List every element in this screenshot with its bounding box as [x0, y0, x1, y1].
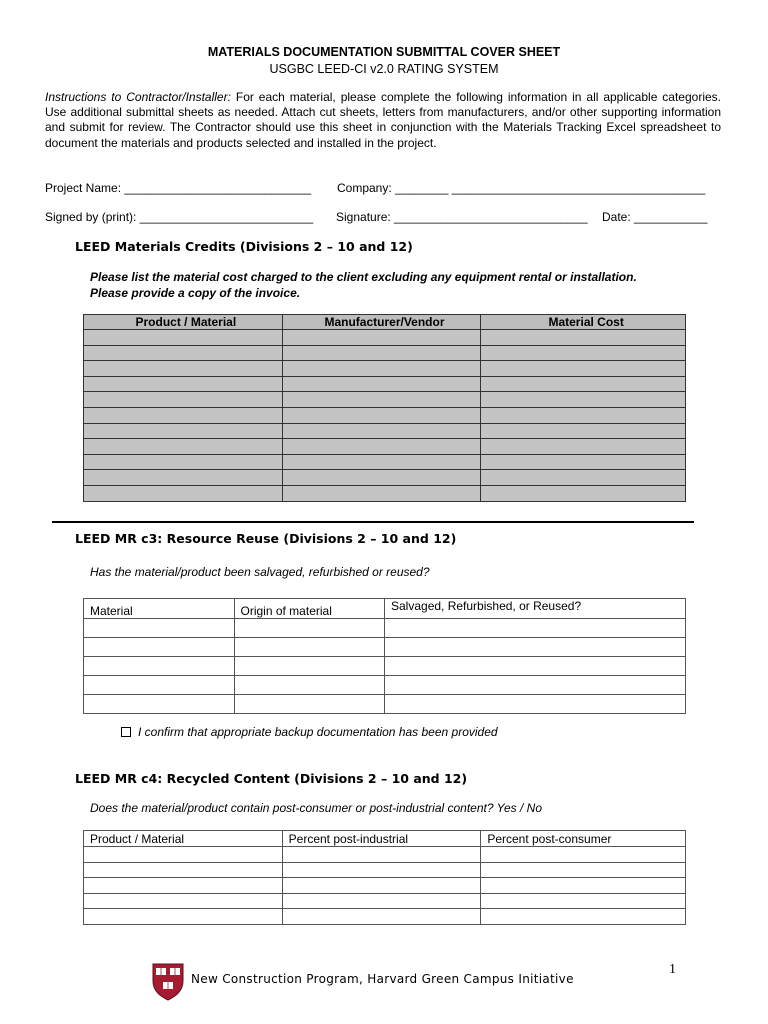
section-divider: [52, 521, 694, 523]
section3-heading: LEED MR c4: Recycled Content (Divisions 2 – 10 and 12): [75, 771, 468, 786]
table-row: [84, 619, 686, 638]
table-cell[interactable]: [84, 470, 283, 486]
recycled-content-table: [83, 830, 686, 925]
table-cell[interactable]: [84, 878, 283, 894]
column-header: Salvaged, Refurbished, or Reused?: [385, 599, 686, 619]
table-cell[interactable]: [234, 676, 385, 695]
column-header: Percent post-consumer: [481, 831, 686, 847]
table-cell[interactable]: [481, 470, 686, 486]
table-cell[interactable]: [385, 657, 686, 676]
table-header-row: [84, 831, 686, 847]
document-subtitle: USGBC LEED-CI v2.0 RATING SYSTEM: [269, 62, 499, 76]
table-cell[interactable]: [84, 361, 283, 377]
table-cell[interactable]: [282, 345, 481, 361]
table-cell[interactable]: [84, 893, 283, 909]
section3-question: Does the material/product contain post-consumer or post-industrial content? Yes / No: [90, 801, 543, 815]
table-cell[interactable]: [84, 407, 283, 423]
table-cell[interactable]: [282, 909, 481, 925]
table-cell[interactable]: [282, 392, 481, 408]
table-cell[interactable]: [481, 485, 686, 501]
instructions-lead: Instructions to Contractor/Installer:: [45, 90, 231, 104]
table-cell[interactable]: [481, 847, 686, 863]
column-header: Manufacturer/Vendor: [282, 315, 481, 330]
table-row: [84, 657, 686, 676]
table-row: [84, 847, 686, 863]
section2-heading: LEED MR c3: Resource Reuse (Divisions 2 – 10 and 12): [75, 531, 457, 546]
table-cell[interactable]: [84, 330, 283, 346]
table-cell[interactable]: [385, 638, 686, 657]
table-cell[interactable]: [234, 695, 385, 714]
table-cell[interactable]: [481, 361, 686, 377]
table-cell[interactable]: [481, 439, 686, 455]
table-cell[interactable]: [84, 423, 283, 439]
table-cell[interactable]: [481, 878, 686, 894]
table-cell[interactable]: [481, 407, 686, 423]
table-cell[interactable]: [481, 345, 686, 361]
table-cell[interactable]: [84, 376, 283, 392]
table-row: [84, 470, 686, 486]
table-row: [84, 695, 686, 714]
table-row: [84, 392, 686, 408]
table-cell[interactable]: [84, 392, 283, 408]
table-cell[interactable]: [481, 330, 686, 346]
table-cell[interactable]: [234, 638, 385, 657]
table-cell[interactable]: [385, 619, 686, 638]
table-cell[interactable]: [481, 862, 686, 878]
table-cell[interactable]: [481, 392, 686, 408]
table-cell[interactable]: [282, 878, 481, 894]
footer-text: New Construction Program, Harvard Green Campus Initiative: [191, 972, 574, 986]
table-cell[interactable]: [282, 847, 481, 863]
harvard-shield-logo: [152, 963, 184, 1001]
table-cell[interactable]: [84, 862, 283, 878]
table-header-row: [84, 599, 686, 619]
table-cell[interactable]: [84, 847, 283, 863]
column-header: Percent post-industrial: [282, 831, 481, 847]
table-cell[interactable]: [84, 439, 283, 455]
table-cell[interactable]: [282, 485, 481, 501]
table-cell[interactable]: [282, 454, 481, 470]
table-cell[interactable]: [481, 376, 686, 392]
signed-by-field[interactable]: Signed by (print): __________________________: [45, 210, 314, 224]
table-row: [84, 330, 686, 346]
page-number: 1: [669, 962, 676, 977]
project-name-field[interactable]: Project Name: ____________________________: [45, 181, 312, 195]
table-cell[interactable]: [282, 470, 481, 486]
document-title: MATERIALS DOCUMENTATION SUBMITTAL COVER SHEET: [207, 45, 561, 59]
table-row: [84, 439, 686, 455]
table-cell[interactable]: [282, 423, 481, 439]
company-field[interactable]: Company: ________ ______________________________________: [337, 181, 706, 195]
table-cell[interactable]: [84, 619, 235, 638]
section1-note: [90, 269, 637, 301]
table-row: [84, 893, 686, 909]
table-cell[interactable]: [385, 676, 686, 695]
confirm-label: I confirm that appropriate backup documentation has been provided: [138, 725, 498, 739]
table-header-row: [84, 315, 686, 330]
table-row: [84, 862, 686, 878]
table-row: [84, 878, 686, 894]
table-cell[interactable]: [234, 619, 385, 638]
backup-confirm-row: [121, 725, 498, 739]
column-header: Product / Material: [84, 831, 283, 847]
table-cell[interactable]: [282, 862, 481, 878]
section1-heading: LEED Materials Credits (Divisions 2 – 10 and 12): [75, 239, 413, 254]
table-cell[interactable]: [481, 909, 686, 925]
date-field[interactable]: Date: ___________: [602, 210, 708, 224]
table-row: [84, 361, 686, 377]
table-cell[interactable]: [481, 893, 686, 909]
instructions-paragraph: [45, 90, 721, 151]
confirm-checkbox[interactable]: [121, 727, 131, 737]
table-cell[interactable]: [84, 345, 283, 361]
table-row: [84, 909, 686, 925]
table-cell[interactable]: [282, 439, 481, 455]
instructions-body: For each material, please complete the following information in all applicable categories. Use additional submittal sheets as needed. Attach cut sheets, letters from manufacturers, and/or other supporting information and submit for review. The Contractor should use this sheet in conjunction with the Materials Tracking Excel spreadsheet to document the materials and products selected and installed in the project.: [45, 90, 721, 150]
table-cell[interactable]: [282, 407, 481, 423]
table-row: [84, 376, 686, 392]
section1-note-line1: Please list the material cost charged to the client excluding any equipment rental or installation.: [90, 270, 637, 284]
table-cell[interactable]: [481, 423, 686, 439]
resource-reuse-table: [83, 598, 686, 714]
section1-note-line2: Please provide a copy of the invoice.: [90, 286, 301, 300]
table-cell[interactable]: [84, 485, 283, 501]
materials-cost-table: [83, 314, 686, 502]
table-row: [84, 407, 686, 423]
table-row: [84, 345, 686, 361]
table-cell[interactable]: [481, 454, 686, 470]
table-cell[interactable]: [234, 657, 385, 676]
table-row: [84, 454, 686, 470]
column-header: Origin of material: [234, 599, 385, 619]
table-cell[interactable]: [84, 454, 283, 470]
table-row: [84, 423, 686, 439]
column-header: Product / Material: [84, 315, 283, 330]
table-cell[interactable]: [84, 695, 235, 714]
table-cell[interactable]: [84, 909, 283, 925]
table-cell[interactable]: [385, 695, 686, 714]
table-cell[interactable]: [84, 638, 235, 657]
table-cell[interactable]: [84, 657, 235, 676]
section2-question: Has the material/product been salvaged, refurbished or reused?: [90, 565, 430, 579]
table-cell[interactable]: [282, 893, 481, 909]
table-row: [84, 638, 686, 657]
table-row: [84, 676, 686, 695]
table-row: [84, 485, 686, 501]
table-cell[interactable]: [282, 361, 481, 377]
column-header: Material Cost: [481, 315, 686, 330]
table-cell[interactable]: [282, 330, 481, 346]
table-cell[interactable]: [84, 676, 235, 695]
column-header: Material: [84, 599, 235, 619]
table-cell[interactable]: [282, 376, 481, 392]
signature-field[interactable]: Signature: _____________________________: [336, 210, 588, 224]
